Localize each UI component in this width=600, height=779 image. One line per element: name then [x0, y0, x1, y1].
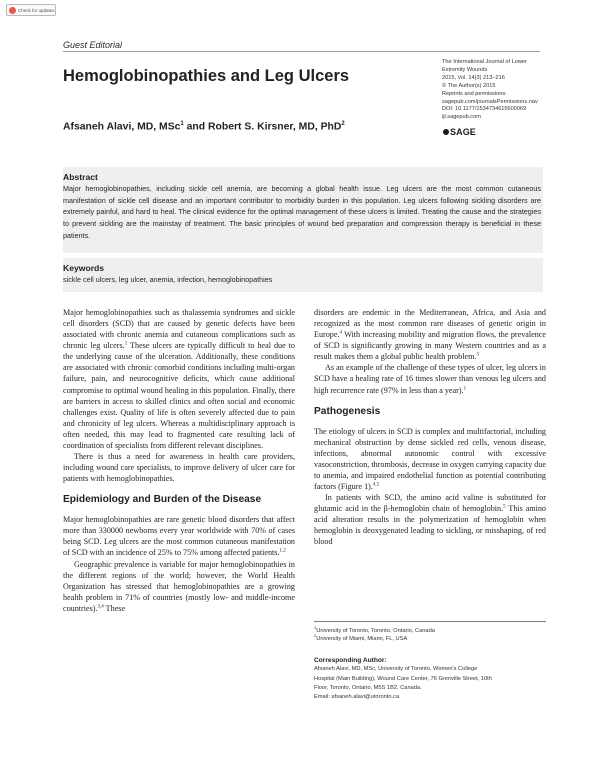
affiliations [314, 627, 554, 644]
body-right-column [314, 307, 546, 547]
affiliation-line [314, 635, 554, 643]
citation-ref[interactable]: 4 [339, 330, 342, 336]
article-title: Hemoglobinopathies and Leg Ulcers [63, 67, 350, 85]
spacer [314, 396, 546, 405]
body-paragraph [314, 307, 546, 362]
paragraph-text: Major hemoglobinopathies are rare genetic blood disorders that affect more than 330000 newborns every year worldwide with 70% of cases being SCD. Leg ulcers are the most common cutaneous manifestation of SCD with an incidence of 25% to 75% among affected patients. [63, 515, 295, 558]
paragraph-text: Geographic prevalence is variable for major hemoglobinopathies in the different regions of the world; however, the World Health Organization has stressed that hemoglobinopathies are a growing health problem in 71% of countries (mostly low- and middle-income countries). [63, 559, 295, 613]
body-left-column [63, 307, 295, 614]
journal-info [442, 59, 562, 122]
corresponding-author [314, 656, 554, 702]
journal-link[interactable]: sagepub.com/journalsPermissions.nav [442, 98, 538, 105]
affiliation-number: 1 [314, 625, 317, 631]
section-heading-pathogenesis: Pathogenesis [314, 405, 381, 417]
paragraph-text: The etiology of ulcers in SCD is complex and multifactorial, including mechanical obstruction by dense sickled red cells, venous disease, infections, abnormal autonomic control with excessive vasoconstriction, thrombosis, decrease in oxygen carrying capacity due to anemia, and impaired endothelial function as potential contributing factors (Figure 1). [314, 426, 546, 492]
check-updates-icon [9, 7, 16, 14]
author-joiner: and [186, 121, 206, 133]
journal-line: © The Author(s) 2015 [442, 82, 496, 89]
abstract-heading: Abstract [63, 172, 98, 182]
citation-ref[interactable]: 3,4 [97, 604, 104, 610]
author-name: Afsaneh Alavi, MD, MSc [63, 121, 181, 133]
corresponding-email[interactable]: Email: afsaneh.alavi@utoronto.ca [314, 694, 400, 701]
corresponding-author-label: Corresponding Author: [314, 657, 387, 664]
journal-link[interactable]: ijl.sagepub.com [442, 114, 481, 121]
citation-ref[interactable]: 4,5 [372, 482, 380, 488]
body-paragraph [314, 426, 546, 492]
body-paragraph [63, 559, 295, 614]
check-for-updates-badge[interactable] [6, 4, 56, 16]
paragraph-text: Major hemoglobinopathies such as thalassemia syndromes and sickle cell disorders (SCD) that are caused by genetic defects have been associated with chronic anemia and cutaneous complications such as chronic leg ulcers. [63, 308, 295, 351]
paragraph-text: These [103, 603, 126, 613]
doi-line[interactable]: DOI: 10.1177/1534734615600069 [442, 106, 527, 113]
section-heading-epidemiology: Epidemiology and Burden of the Disease [63, 494, 262, 506]
paragraph-text: disorders are endemic in the Mediterranean, Africa, and Asia and recognized as the most common rare diseases of genetic origin in Europe. [314, 308, 546, 340]
journal-line: Reprints and permissions: [442, 90, 507, 97]
spacer [63, 506, 295, 514]
affiliation-text: University of Toronto, Toronto, Ontario, Canada [316, 628, 435, 634]
sage-logo [443, 127, 476, 137]
footnote-rule [314, 621, 546, 622]
keywords-heading: Keywords [63, 263, 105, 273]
abstract-text: Major hemoglobinopathies, including sickle cell anemia, are becoming a global health issue. Leg ulcers are the most common cutaneous manifestation of sickle cell disease and an important contributor to morbidity burden in this population. Leg ulcers following sickling disorders are extremely painful, and hard to heal. The clinical evidence for the optimal management of these ulcers is limited. Treating the cause and the strategies to prevent sickling are the mainstay of treatment. The basic principles of wound bed preparation and compression therapy is beneficial in these patients. [63, 184, 541, 240]
paragraph-text: As an example of the challenge of these types of ulcer, leg ulcers in SCD have a healing rate of 16 times slower than venous leg ulcers and high recurrence rate (97% in less than a year). [314, 363, 546, 395]
spacer [314, 418, 546, 426]
affiliation-number: 2 [314, 633, 317, 639]
body-paragraph [314, 362, 546, 395]
body-paragraph: There is thus a need for awareness in health care providers, including wound care specialists, to improve delivery of ulcer care for patients with hemoglobinopathies. [63, 452, 295, 484]
citation-ref[interactable]: 3 [476, 352, 479, 358]
journal-line: 2015, Vol. 14(3) 213–216 [442, 74, 505, 81]
check-updates-label: Check for updates [18, 8, 55, 13]
author-name: Robert S. Kirsner, MD, PhD [208, 121, 342, 133]
sage-logo-icon [443, 129, 449, 135]
paragraph-text: With increasing mobility and migration flows, the prevalence of SCD is significantly growing in many Western countries and as a result makes them a global public health problem. [314, 330, 546, 362]
journal-line: Extremity Wounds [442, 66, 488, 73]
spacer [63, 484, 295, 493]
sage-logo-text: SAGE [450, 127, 476, 137]
corresponding-line: Hospital (Main Building), Wound Care Center, 76 Grenville Street, 10th [314, 675, 492, 682]
corresponding-line: Floor, Toronto, Ontario, M5S 1B2, Canada. [314, 684, 422, 691]
keywords-text: sickle cell ulcers, leg ulcer, anemia, infection, hemoglobinopathies [63, 275, 273, 284]
paragraph-text: This amino acid alteration results in the polymerization of hemoglobin when hemoglobin is deoxygenated leading to sickling, or misshaping, of red blood [314, 504, 546, 547]
author-affiliation: 1 [180, 121, 184, 127]
citation-ref[interactable]: 5 [503, 504, 506, 510]
citation-ref[interactable]: 1,2 [279, 548, 286, 554]
section-label: Guest Editorial [63, 40, 123, 50]
citation-ref[interactable]: 1 [463, 385, 467, 391]
citation-ref[interactable]: 1 [124, 341, 128, 347]
paragraph-text: These ulcers are typically difficult to heal due to the underlying cause of the ulceration. Additionally, these conditions are associated with chronic comorbid conditions including multi-organ failure, pain, and neurocognitive deficits, which cause additional compromise to optimal wound healing in this population. Finally, there are barriers in access to skilled clinics and often social and economic challenges exist. Quality of life is often severely affected due to pain and chronicity of leg ulcers. Whereas a multidisciplinary approach is often needed, this may lead to fragmented care resulting lack of coordination of specialists from different relevant disciplines. [63, 341, 295, 450]
body-paragraph [63, 307, 295, 451]
author-affiliation: 2 [341, 121, 345, 127]
body-paragraph [63, 514, 295, 558]
body-paragraph [314, 492, 546, 547]
paragraph-text: In patients with SCD, the amino acid valine is substituted for glutamic acid in the β-hemoglobin chain of hemoglobin. [314, 493, 546, 514]
affiliation-line [314, 627, 554, 635]
author-line [63, 121, 345, 132]
corresponding-line: Afsaneh Alavi, MD, MSc, University of Toronto, Women's College [314, 666, 478, 673]
affiliation-text: University of Miami, Miami, FL, USA [316, 636, 408, 643]
journal-line: The International Journal of Lower [442, 59, 527, 65]
header-rule [63, 51, 540, 52]
